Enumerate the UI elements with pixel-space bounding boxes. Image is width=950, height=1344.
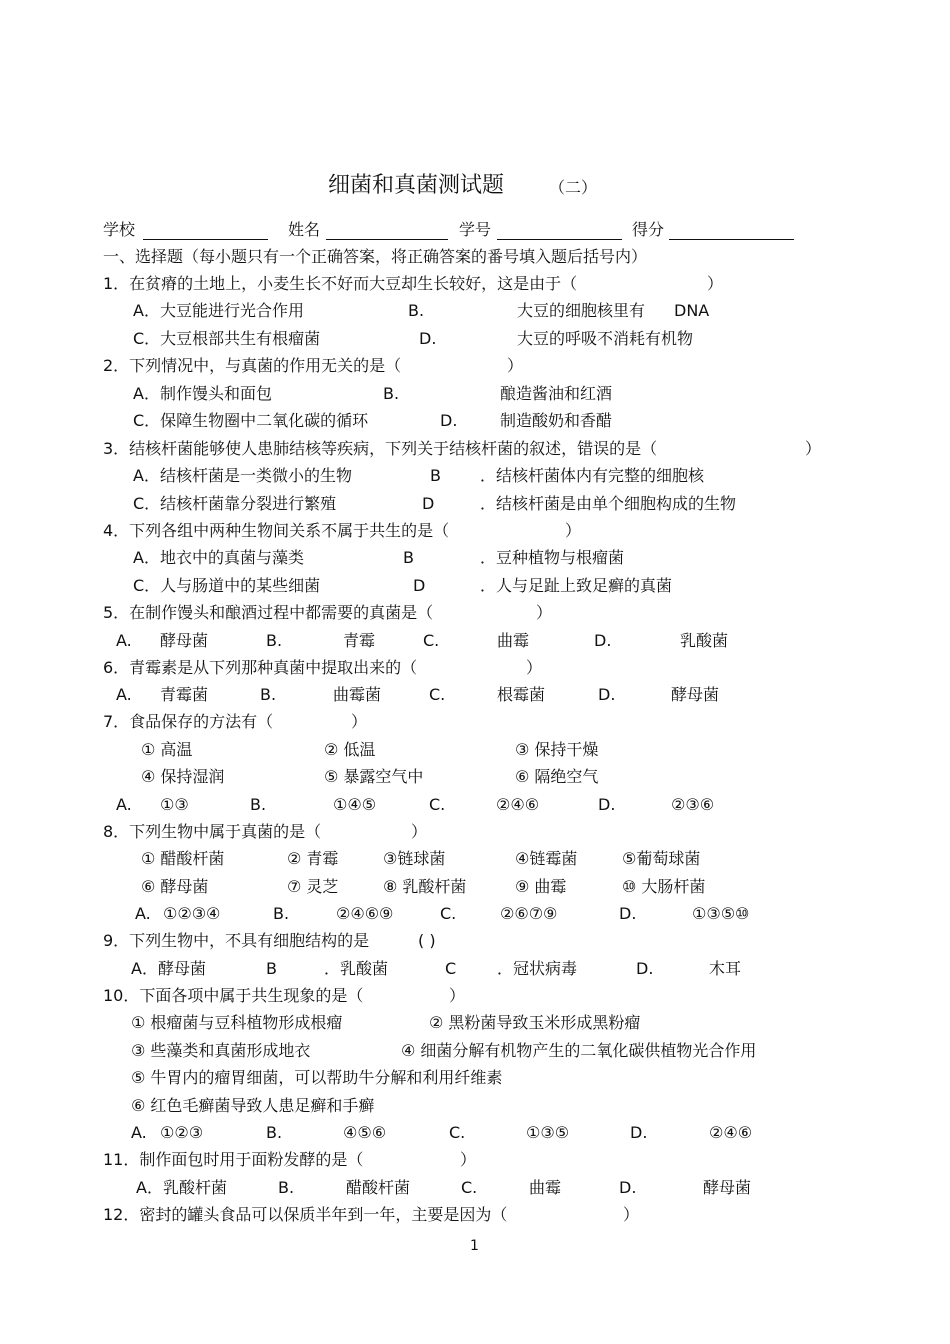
q9-option-b: ．乳酸菌 xyxy=(324,959,389,978)
q2-option-c: C．保障生物圈中二氧化碳的循环 xyxy=(133,411,369,430)
name-label: 姓名 xyxy=(288,220,321,239)
q8-item-10: ⑩ 大肠杆菌 xyxy=(622,877,706,896)
q6-option-b-label: B. xyxy=(260,685,277,704)
q2-option-a: A．制作馒头和面包 xyxy=(133,384,272,403)
q10-option-b-label: B. xyxy=(266,1123,283,1142)
name-blank[interactable] xyxy=(326,239,448,240)
q9-option-b-label: B xyxy=(266,959,277,978)
q8-item-9: ⑨ 曲霉 xyxy=(515,877,567,896)
q12-stem: 12．密封的罐头食品可以保质半年到一年，主要是因为（ xyxy=(103,1205,508,1224)
q11-stem: 11．制作面包时用于面粉发酵的是（ xyxy=(103,1150,364,1169)
q10-option-a-label: A. xyxy=(131,1123,147,1142)
q8-item-8: ⑧ 乳酸杆菌 xyxy=(383,877,467,896)
page-subtitle: （二） xyxy=(549,178,598,197)
q7-option-c: ②④⑥ xyxy=(496,795,540,814)
q3-stem: 3．结核杆菌能够使人患肺结核等疾病，下列关于结核杆菌的叙述，错误的是（ xyxy=(103,439,658,458)
q1-option-d-label: D. xyxy=(419,329,437,348)
q1-option-c: C．大豆根部共生有根瘤菌 xyxy=(133,329,321,348)
q7-option-a-label: A. xyxy=(116,795,132,814)
q5-option-d: 乳酸菌 xyxy=(680,631,729,650)
q11-option-b: 醋酸杆菌 xyxy=(346,1178,411,1197)
q7-item-6: ⑥ 隔绝空气 xyxy=(515,767,599,786)
q3-option-a: A．结核杆菌是一类微小的生物 xyxy=(133,466,352,485)
q12-close: ） xyxy=(623,1205,640,1224)
q7-item-2: ② 低温 xyxy=(324,740,376,759)
q7-option-b: ①④⑤ xyxy=(333,795,377,814)
q11-close: ） xyxy=(460,1150,477,1169)
q2-option-d-label: D. xyxy=(440,411,458,430)
q10-stem: 10．下面各项中属于共生现象的是（ xyxy=(103,986,364,1005)
q7-option-d-label: D. xyxy=(598,795,616,814)
q7-stem: 7．食品保存的方法有（ xyxy=(103,712,274,731)
q2-option-b: 酿造酱油和红酒 xyxy=(500,384,613,403)
q2-stem: 2．下列情况中，与真菌的作用无关的是（ xyxy=(103,356,402,375)
q8-item-4: ④链霉菌 xyxy=(515,849,578,868)
q10-item-6: ⑥ 红色毛癣菌导致人患足癣和手癣 xyxy=(131,1096,375,1115)
q7-option-d: ②③⑥ xyxy=(671,795,715,814)
q4-stem: 4．下列各组中两种生物间关系不属于共生的是（ xyxy=(103,521,450,540)
q8-option-b-label: B. xyxy=(273,904,290,923)
q10-option-c-label: C. xyxy=(449,1123,466,1142)
q9-stem: 9．下列生物中，不具有细胞结构的是 xyxy=(103,931,370,950)
q1-stem: 1．在贫瘠的土地上，小麦生长不好而大豆却生长较好，这是由于（ xyxy=(103,274,578,293)
q6-close: ） xyxy=(526,658,543,677)
q9-option-d-label: D. xyxy=(636,959,654,978)
q7-item-3: ③ 保持干燥 xyxy=(515,740,599,759)
q7-close: ） xyxy=(351,712,368,731)
q10-item-1: ① 根瘤菌与豆科植物形成根瘤 xyxy=(131,1013,343,1032)
q7-option-a: ①③ xyxy=(160,795,189,814)
q5-stem: 5．在制作馒头和酿酒过程中都需要的真菌是（ xyxy=(103,603,434,622)
q9-option-c: ．冠状病毒 xyxy=(497,959,578,978)
q3-option-d: ．结核杆菌是由单个细胞构成的生物 xyxy=(480,494,737,513)
q2-option-b-label: B. xyxy=(383,384,400,403)
q10-option-d-label: D. xyxy=(630,1123,648,1142)
page-title: 细菌和真菌测试题 xyxy=(328,173,505,198)
q10-option-c: ①③⑤ xyxy=(526,1123,570,1142)
q1-option-b: 大豆的细胞核里有 xyxy=(517,301,646,320)
q5-option-c: 曲霉 xyxy=(497,631,530,650)
q8-item-1: ① 醋酸杆菌 xyxy=(141,849,225,868)
q8-item-5: ⑤葡萄球菌 xyxy=(622,849,701,868)
q2-option-d: 制造酸奶和香醋 xyxy=(500,411,613,430)
q6-option-d-label: D. xyxy=(598,685,616,704)
q8-option-b: ②④⑥⑨ xyxy=(336,904,394,923)
student-id-label: 学号 xyxy=(459,220,492,239)
q8-stem: 8．下列生物中属于真菌的是（ xyxy=(103,822,322,841)
q10-item-4: ④ 细菌分解有机物产生的二氧化碳供植物光合作用 xyxy=(401,1041,757,1060)
q4-option-b-label: B xyxy=(403,548,414,567)
q8-option-a-label: A. xyxy=(135,904,151,923)
q5-option-a: 酵母菌 xyxy=(160,631,209,650)
q9-paren: ( ) xyxy=(418,931,436,950)
q6-option-c-label: C. xyxy=(429,685,446,704)
q6-option-a: 青霉菌 xyxy=(160,685,209,704)
q8-close: ） xyxy=(411,822,428,841)
page-number: 1 xyxy=(470,1238,479,1254)
q1-option-a: A．大豆能进行光合作用 xyxy=(133,301,304,320)
q10-option-d: ②④⑥ xyxy=(709,1123,753,1142)
q9-option-a: A．酵母菌 xyxy=(131,959,206,978)
q6-option-d: 酵母菌 xyxy=(671,685,720,704)
q8-option-c: ②⑥⑦⑨ xyxy=(500,904,558,923)
q9-option-d: 木耳 xyxy=(709,959,742,978)
q7-item-4: ④ 保持湿润 xyxy=(141,767,225,786)
q9-option-c-label: C xyxy=(445,959,457,978)
q8-option-d-label: D. xyxy=(619,904,637,923)
q5-option-b-label: B. xyxy=(266,631,283,650)
q5-close: ） xyxy=(536,603,553,622)
q1-option-b-extra: DNA xyxy=(674,301,710,320)
school-label: 学校 xyxy=(103,220,136,239)
q2-close: ） xyxy=(507,356,524,375)
q11-option-a: A．乳酸杆菌 xyxy=(136,1178,227,1197)
q7-option-b-label: B. xyxy=(250,795,267,814)
q4-option-b: ．豆种植物与根瘤菌 xyxy=(480,548,625,567)
q10-item-2: ② 黑粉菌导致玉米形成黑粉瘤 xyxy=(429,1013,641,1032)
q3-close: ） xyxy=(805,439,822,458)
q1-option-d: 大豆的呼吸不消耗有机物 xyxy=(517,329,694,348)
q6-option-a-label: A. xyxy=(116,685,132,704)
q6-option-c: 根霉菌 xyxy=(497,685,546,704)
q8-option-d: ①③⑤⑩ xyxy=(692,904,750,923)
score-blank[interactable] xyxy=(669,239,794,240)
q8-item-7: ⑦ 灵芝 xyxy=(287,877,339,896)
q10-option-a: ①②③ xyxy=(160,1123,204,1142)
q5-option-c-label: C. xyxy=(423,631,440,650)
q4-close: ） xyxy=(565,521,582,540)
q10-option-b: ④⑤⑥ xyxy=(343,1123,387,1142)
student-id-blank[interactable] xyxy=(497,239,622,240)
q10-item-5: ⑤ 牛胃内的瘤胃细菌，可以帮助牛分解和利用纤维素 xyxy=(131,1068,503,1087)
score-label: 得分 xyxy=(632,220,665,239)
q3-option-b: ．结核杆菌体内有完整的细胞核 xyxy=(480,466,705,485)
q10-item-3: ③ 些藻类和真菌形成地衣 xyxy=(131,1041,311,1060)
q8-item-6: ⑥ 酵母菌 xyxy=(141,877,209,896)
q4-option-c: C．人与肠道中的某些细菌 xyxy=(133,576,321,595)
q4-option-d-label: D xyxy=(413,576,426,595)
section-heading: 一、选择题（每小题只有一个正确答案，将正确答案的番号填入题后括号内） xyxy=(103,247,648,266)
q3-option-b-label: B xyxy=(430,466,441,485)
q5-option-d-label: D. xyxy=(594,631,612,650)
q11-option-c: 曲霉 xyxy=(529,1178,562,1197)
q7-option-c-label: C. xyxy=(429,795,446,814)
q10-close: ） xyxy=(449,986,466,1005)
q6-option-b: 曲霉菌 xyxy=(333,685,382,704)
q1-close: ） xyxy=(707,274,724,293)
q4-option-a: A．地衣中的真菌与藻类 xyxy=(133,548,304,567)
school-blank[interactable] xyxy=(143,239,268,240)
q6-stem: 6．青霉素是从下列那种真菌中提取出来的（ xyxy=(103,658,418,677)
q5-option-b: 青霉 xyxy=(343,631,376,650)
q3-option-c: C．结核杆菌靠分裂进行繁殖 xyxy=(133,494,337,513)
q4-option-d: ．人与足趾上致足癣的真菌 xyxy=(480,576,673,595)
q3-option-d-label: D xyxy=(422,494,435,513)
q11-option-b-label: B. xyxy=(278,1178,295,1197)
q8-item-3: ③链球菌 xyxy=(383,849,446,868)
q11-option-d-label: D. xyxy=(619,1178,637,1197)
q5-option-a-label: A. xyxy=(116,631,132,650)
q8-option-a: ①②③④ xyxy=(163,904,221,923)
q1-option-b-label: B. xyxy=(408,301,425,320)
q8-option-c-label: C. xyxy=(440,904,457,923)
q8-item-2: ② 青霉 xyxy=(287,849,339,868)
q11-option-c-label: C. xyxy=(461,1178,478,1197)
q7-item-1: ① 高温 xyxy=(141,740,193,759)
q7-item-5: ⑤ 暴露空气中 xyxy=(324,767,424,786)
q11-option-d: 酵母菌 xyxy=(703,1178,752,1197)
